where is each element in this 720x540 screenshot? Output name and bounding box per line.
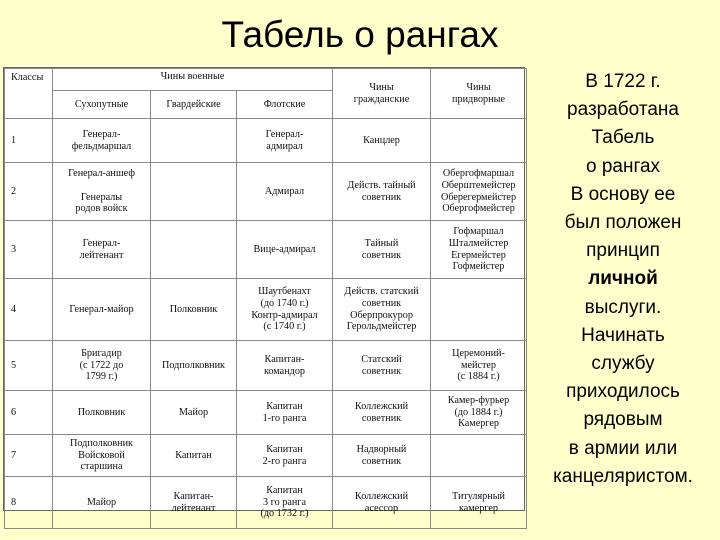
cell-cls: 2	[5, 163, 53, 221]
table-row	[5, 119, 527, 163]
side-text-line: был положен	[564, 212, 682, 234]
cell-court	[431, 435, 527, 477]
cell-land: Генерал-аншеф Генералы родов войск	[53, 163, 151, 221]
header-classes: Классы	[5, 69, 53, 119]
cell-court: Обергофмаршал Оберштемейстер Оберегермейстер Обергофмейстер	[431, 163, 527, 221]
side-text	[532, 68, 714, 491]
ranks-table	[3, 67, 525, 520]
side-text-line: Табель	[591, 127, 655, 149]
side-text-line: принцип	[586, 240, 660, 262]
cell-guard	[151, 163, 237, 221]
cell-naval: Капитан 2-го ранга	[237, 435, 333, 477]
cell-court	[431, 119, 527, 163]
header-naval: Флотские	[237, 91, 333, 119]
cell-civil: Действ. статский советник Оберпрокурор Герольдмейстер	[333, 279, 431, 341]
table-row	[5, 279, 527, 341]
cell-land: Полковник	[53, 391, 151, 435]
cell-cls: 1	[5, 119, 53, 163]
cell-naval: Капитан 3 го ранга (до 1732 г.)	[237, 477, 333, 529]
cell-civil: Коллежский асессор	[333, 477, 431, 529]
table-row	[5, 163, 527, 221]
cell-naval: Адмирал	[237, 163, 333, 221]
cell-cls: 8	[5, 477, 53, 529]
cell-guard: Капитан	[151, 435, 237, 477]
header-land: Сухопутные	[53, 91, 151, 119]
cell-cls: 7	[5, 435, 53, 477]
side-text-line: службу	[591, 353, 655, 375]
table-row	[5, 477, 527, 529]
cell-naval: Капитан 1-го ранга	[237, 391, 333, 435]
side-text-line: выслуги.	[584, 296, 662, 318]
cell-naval: Капитан- командор	[237, 341, 333, 391]
cell-civil: Канцлер	[333, 119, 431, 163]
cell-court: Камер-фурьер (до 1884 г.) Камергер	[431, 391, 527, 435]
side-text-line: В 1722 г.	[585, 71, 661, 92]
cell-naval: Генерал- адмирал	[237, 119, 333, 163]
cell-cls: 3	[5, 221, 53, 279]
cell-civil: Коллежский советник	[333, 391, 431, 435]
header-civil: Чины гражданские	[333, 69, 431, 119]
cell-land: Майор	[53, 477, 151, 529]
side-text-line: Начинать	[581, 324, 665, 346]
cell-cls: 6	[5, 391, 53, 435]
header-military: Чины военные	[53, 69, 333, 91]
cell-guard: Полковник	[151, 279, 237, 341]
header-guard: Гвардейские	[151, 91, 237, 119]
cell-land: Генерал- лейтенант	[53, 221, 151, 279]
side-text-line: приходилось	[566, 381, 680, 403]
cell-naval: Вице-адмирал	[237, 221, 333, 279]
side-text-line: канцеляристом.	[553, 465, 693, 487]
cell-land: Бригадир (с 1722 до 1799 г.)	[53, 341, 151, 391]
cell-guard: Майор	[151, 391, 237, 435]
table-row	[5, 221, 527, 279]
cell-naval: Шаутбенахт (до 1740 г.) Контр-адмирал (с 1740 г.)	[237, 279, 333, 341]
cell-civil: Действ. тайный советник	[333, 163, 431, 221]
side-text-line: разработана	[567, 99, 679, 121]
side-text-line: личной	[588, 268, 658, 290]
cell-guard: Подполковник	[151, 341, 237, 391]
cell-civil: Тайный советник	[333, 221, 431, 279]
cell-cls: 5	[5, 341, 53, 391]
side-text-line: в армии или	[568, 437, 678, 459]
cell-court: Гофмаршал Шталмейстер Егермейстер Гофмейстер	[431, 221, 527, 279]
table-row	[5, 341, 527, 391]
header-court: Чины придворные	[431, 69, 527, 119]
header-row-top	[5, 69, 527, 91]
side-text-line: рядовым	[583, 409, 663, 431]
table-row	[5, 391, 527, 435]
table-row	[5, 435, 527, 477]
side-text-line: о рангах	[585, 155, 661, 177]
cell-court: Титулярный камергер	[431, 477, 527, 529]
cell-civil: Статский советник	[333, 341, 431, 391]
side-text-line: В основу ее	[570, 183, 676, 205]
cell-guard	[151, 221, 237, 279]
cell-court: Церемоний- мейстер (с 1884 г.)	[431, 341, 527, 391]
cell-guard: Капитан- лейтенант	[151, 477, 237, 529]
cell-land: Подполковник Войсковой старшина	[53, 435, 151, 477]
cell-cls: 4	[5, 279, 53, 341]
slide-title: Табель о рангах	[221, 14, 499, 55]
cell-court	[431, 279, 527, 341]
cell-guard	[151, 119, 237, 163]
cell-land: Генерал- фельдмаршал	[53, 119, 151, 163]
cell-civil: Надворный советник	[333, 435, 431, 477]
cell-land: Генерал-майор	[53, 279, 151, 341]
